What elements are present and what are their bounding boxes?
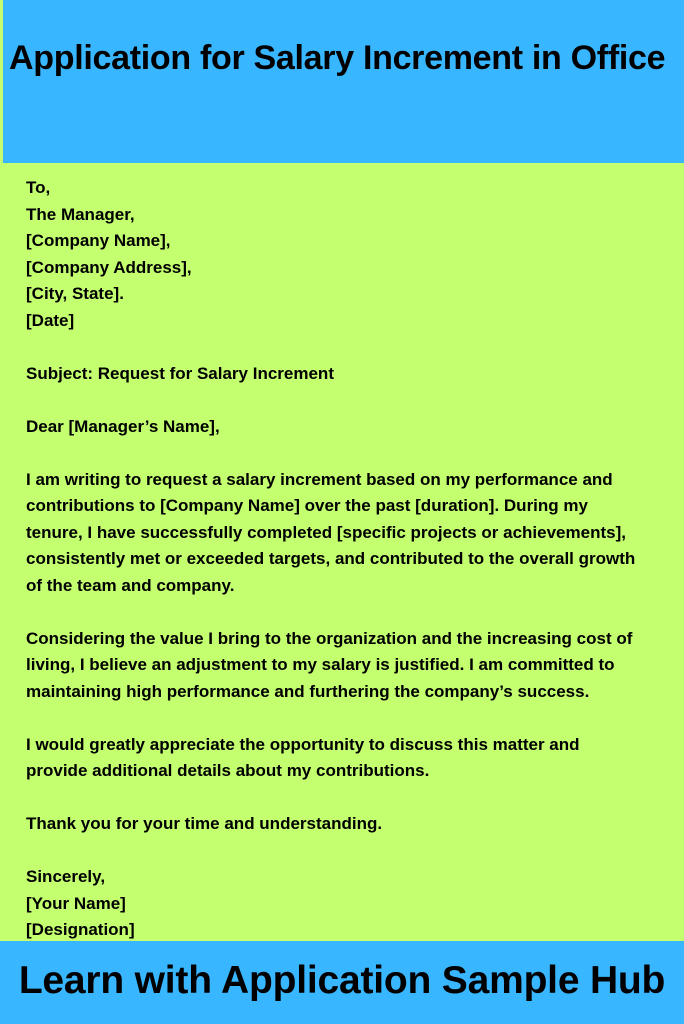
signature-name: [Your Name] — [26, 893, 126, 913]
paragraph-line: living, I believe an adjustment to my salary is justified. I am committed to — [26, 655, 615, 674]
page-title: Application for Salary Increment in Office — [9, 39, 666, 77]
date-line: [Date] — [26, 310, 75, 330]
closing-line: Sincerely, — [26, 867, 106, 886]
paragraph-line: I would greatly appreciate the opportunity to discuss this matter and — [26, 734, 580, 754]
thanks-line: Thank you for your time and understanding. — [26, 814, 383, 833]
recipient-line: [Company Name], — [26, 231, 171, 250]
body-paragraph — [26, 732, 676, 785]
body-paragraph — [26, 467, 676, 600]
paragraph-line: contributions to [Company Name] over the past [duration]. During my — [26, 496, 588, 515]
salutation: Dear [Manager’s Name], — [26, 416, 220, 436]
paragraph-line: tenure, I have successfully completed [specific projects or achievements], — [26, 522, 626, 542]
body-paragraph — [26, 626, 676, 706]
recipient-block — [26, 175, 676, 334]
paragraph-line: of the team and company. — [26, 575, 235, 595]
subject-line: Subject: Request for Salary Increment — [26, 363, 334, 383]
recipient-line: To, — [26, 178, 51, 197]
paragraph-line: Considering the value I bring to the organization and the increasing cost of — [26, 628, 633, 648]
paragraph-line: provide additional details about my contributions. — [26, 761, 430, 780]
recipient-line: [Company Address], — [26, 257, 192, 277]
footer-banner — [0, 941, 684, 1024]
footer-text: Learn with Application Sample Hub — [18, 959, 666, 1002]
paragraph-line: consistently met or exceeded targets, and contributed to the overall growth — [26, 549, 636, 568]
recipient-line: The Manager, — [26, 204, 135, 224]
signature-designation: [Designation] — [26, 920, 135, 939]
recipient-line: [City, State]. — [26, 284, 124, 303]
paragraph-line: I am writing to request a salary increment based on my performance and — [26, 469, 613, 489]
paragraph-line: maintaining high performance and furthering the company’s success. — [26, 681, 590, 701]
letter-body — [26, 175, 676, 944]
title-banner — [3, 0, 684, 163]
